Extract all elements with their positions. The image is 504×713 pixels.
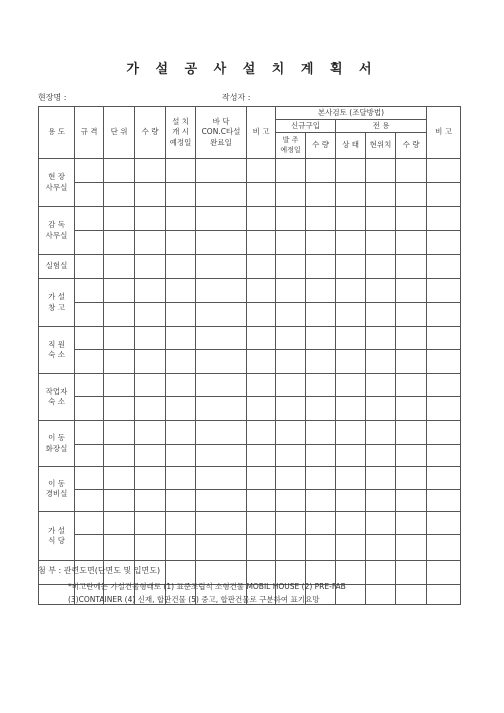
table-cell[interactable] [75, 512, 104, 535]
table-cell[interactable] [366, 374, 396, 397]
table-cell[interactable] [396, 255, 427, 279]
table-cell[interactable] [306, 350, 336, 374]
row-category-label: 감 독 사무실 [39, 207, 75, 255]
table-cell[interactable] [336, 279, 366, 303]
table-cell[interactable] [336, 512, 366, 535]
table-cell[interactable] [75, 397, 104, 421]
table-cell[interactable] [306, 207, 336, 231]
table-cell[interactable] [104, 421, 135, 445]
table-cell[interactable] [276, 397, 306, 421]
table-row [39, 350, 461, 374]
table-cell[interactable] [276, 350, 306, 374]
table-cell[interactable] [336, 350, 366, 374]
table-cell[interactable] [135, 183, 166, 207]
table-row [39, 303, 461, 327]
table-cell[interactable] [366, 303, 396, 327]
table-cell[interactable] [166, 327, 196, 350]
header-transfer: 전 용 [336, 120, 427, 133]
row-category-label: 이 동 경비실 [39, 467, 75, 512]
table-cell[interactable] [75, 445, 104, 467]
table-cell[interactable] [366, 231, 396, 255]
table-cell[interactable] [75, 207, 104, 231]
table-cell[interactable] [306, 467, 336, 490]
table-cell[interactable] [427, 561, 461, 585]
table-cell[interactable] [366, 397, 396, 421]
table-cell[interactable] [196, 207, 247, 231]
row-category-label: 작업자 숙 소 [39, 374, 75, 421]
header-spec: 규 격 [75, 107, 104, 159]
table-cell[interactable] [396, 490, 427, 512]
table-cell[interactable] [104, 490, 135, 512]
table-cell[interactable] [427, 303, 461, 327]
document-title: 가 설 공 사 설 치 계 획 서 [126, 62, 378, 77]
table-row [39, 535, 461, 561]
table-cell[interactable] [75, 467, 104, 490]
table-cell[interactable] [196, 374, 247, 397]
table-cell[interactable] [135, 445, 166, 467]
table-cell[interactable] [427, 397, 461, 421]
table-cell[interactable] [104, 467, 135, 490]
table-cell[interactable] [166, 467, 196, 490]
table-cell[interactable] [75, 490, 104, 512]
table-cell[interactable] [104, 207, 135, 231]
table-cell[interactable] [247, 255, 276, 279]
table-cell[interactable] [104, 535, 135, 561]
table-cell[interactable] [166, 159, 196, 183]
site-name-label: 현장명 : [38, 93, 67, 102]
table-cell[interactable] [366, 255, 396, 279]
row-category-label: 가 설 식 당 [39, 512, 75, 561]
table-row [39, 279, 461, 303]
table-cell[interactable] [427, 512, 461, 535]
table-cell[interactable] [135, 512, 166, 535]
row-category-label: 직 원 숙 소 [39, 327, 75, 374]
table-cell[interactable] [166, 350, 196, 374]
header-install-start-date: 설 치 개 시 예정일 [166, 107, 196, 159]
table-cell[interactable] [75, 350, 104, 374]
table-cell[interactable] [75, 255, 104, 279]
note-line-2: (3)CONTAINER (4) 신재, 합판건물 (5) 중고, 합판건물로 구분하여 표기요망 [68, 595, 320, 604]
table-cell[interactable] [247, 490, 276, 512]
table-cell[interactable] [336, 421, 366, 445]
table-cell[interactable] [196, 512, 247, 535]
table-cell[interactable] [427, 327, 461, 350]
table-row [39, 159, 461, 183]
table-cell[interactable] [75, 327, 104, 350]
table-cell[interactable] [75, 279, 104, 303]
table-cell[interactable] [196, 327, 247, 350]
header-quantity: 수 량 [135, 107, 166, 159]
table-cell[interactable] [276, 467, 306, 490]
table-cell[interactable] [166, 397, 196, 421]
table-cell[interactable] [366, 327, 396, 350]
table-cell[interactable] [75, 374, 104, 397]
table-cell[interactable] [306, 535, 336, 561]
table-cell[interactable] [427, 445, 461, 467]
table-cell[interactable] [396, 397, 427, 421]
table-cell[interactable] [396, 585, 427, 605]
table-cell[interactable] [247, 159, 276, 183]
table-cell[interactable] [135, 303, 166, 327]
table-cell[interactable] [366, 183, 396, 207]
table-cell[interactable] [166, 490, 196, 512]
table-row [39, 445, 461, 467]
table-cell[interactable] [366, 512, 396, 535]
table-cell[interactable] [75, 535, 104, 561]
table-cell[interactable] [396, 467, 427, 490]
table-cell[interactable] [196, 231, 247, 255]
row-category-label: 가 설 창 고 [39, 279, 75, 327]
table-cell[interactable] [427, 350, 461, 374]
row-category-label: 이 동 화장실 [39, 421, 75, 467]
table-cell[interactable] [427, 585, 461, 605]
header-hq-review: 본사검토 (조달방법) [276, 107, 427, 120]
table-cell[interactable] [135, 231, 166, 255]
author-label: 작성자 : [222, 93, 251, 102]
table-cell[interactable] [276, 327, 306, 350]
table-cell[interactable] [75, 183, 104, 207]
table-cell[interactable] [247, 350, 276, 374]
table-cell[interactable] [306, 303, 336, 327]
table-cell[interactable] [135, 397, 166, 421]
table-cell[interactable] [306, 374, 336, 397]
row-category-label: 실험실 [39, 255, 75, 279]
table-cell[interactable] [427, 183, 461, 207]
header-remarks: 비 고 [247, 107, 276, 159]
table-cell[interactable] [306, 421, 336, 445]
table-cell[interactable] [366, 535, 396, 561]
table-cell[interactable] [196, 303, 247, 327]
table-row [39, 467, 461, 490]
table-cell[interactable] [276, 303, 306, 327]
table-cell[interactable] [104, 350, 135, 374]
table-cell[interactable] [336, 467, 366, 490]
table-cell[interactable] [396, 231, 427, 255]
table-cell[interactable] [104, 374, 135, 397]
table-row [39, 327, 461, 350]
table-cell[interactable] [396, 535, 427, 561]
table-cell[interactable] [306, 183, 336, 207]
table-cell[interactable] [306, 279, 336, 303]
table-cell[interactable] [427, 207, 461, 231]
table-cell[interactable] [166, 421, 196, 445]
table-cell[interactable] [276, 490, 306, 512]
table-cell[interactable] [166, 374, 196, 397]
table-cell[interactable] [336, 231, 366, 255]
table-cell[interactable] [75, 231, 104, 255]
table-cell[interactable] [396, 303, 427, 327]
table-cell[interactable] [196, 445, 247, 467]
table-cell[interactable] [196, 255, 247, 279]
table-cell[interactable] [247, 207, 276, 231]
table-cell[interactable] [336, 207, 366, 231]
header-new-purchase: 신규구입 [276, 120, 336, 133]
table-cell[interactable] [196, 397, 247, 421]
header-unit: 단 위 [104, 107, 135, 159]
table-cell[interactable] [196, 421, 247, 445]
table-cell[interactable] [396, 350, 427, 374]
table-cell[interactable] [336, 303, 366, 327]
table-row [39, 397, 461, 421]
table-cell[interactable] [135, 490, 166, 512]
table-cell[interactable] [166, 535, 196, 561]
table-cell[interactable] [306, 231, 336, 255]
table-cell[interactable] [396, 561, 427, 585]
note-line-1: *비고란에는 가설건물형태로 (1) 표준조립식 소형건물 MOBIL HOUSE (2) PRE-FAB [68, 582, 346, 591]
table-cell[interactable] [366, 445, 396, 467]
table-cell[interactable] [276, 255, 306, 279]
table-cell[interactable] [104, 183, 135, 207]
table-cell[interactable] [247, 327, 276, 350]
table-cell[interactable] [135, 535, 166, 561]
table-cell[interactable] [75, 303, 104, 327]
table-cell[interactable] [276, 183, 306, 207]
table-cell[interactable] [104, 255, 135, 279]
table-row [39, 255, 461, 279]
table-cell[interactable] [135, 467, 166, 490]
table-cell[interactable] [276, 445, 306, 467]
table-cell[interactable] [247, 512, 276, 535]
table-cell[interactable] [276, 535, 306, 561]
table-cell[interactable] [336, 327, 366, 350]
table-cell[interactable] [306, 159, 336, 183]
table-cell[interactable] [196, 490, 247, 512]
table-row [39, 207, 461, 231]
table-row [39, 374, 461, 397]
table-cell[interactable] [396, 374, 427, 397]
table-cell[interactable] [247, 467, 276, 490]
table-cell[interactable] [247, 374, 276, 397]
table-cell[interactable] [427, 535, 461, 561]
table-cell[interactable] [75, 159, 104, 183]
table-cell[interactable] [336, 255, 366, 279]
installation-plan-table [38, 106, 461, 605]
table-cell[interactable] [396, 327, 427, 350]
table-cell[interactable] [104, 327, 135, 350]
table-cell[interactable] [427, 255, 461, 279]
header-floor-concrete-date: 바 닥 CON.C타설 완료일 [196, 107, 247, 159]
table-cell[interactable] [427, 159, 461, 183]
table-cell[interactable] [276, 279, 306, 303]
table-row [39, 512, 461, 535]
table-cell[interactable] [396, 445, 427, 467]
table-cell[interactable] [366, 279, 396, 303]
table-cell[interactable] [166, 445, 196, 467]
table-cell[interactable] [104, 303, 135, 327]
table-cell[interactable] [366, 421, 396, 445]
header-usage: 용 도 [39, 107, 75, 159]
table-cell[interactable] [135, 374, 166, 397]
table-cell[interactable] [247, 535, 276, 561]
table-cell[interactable] [366, 585, 396, 605]
table-cell[interactable] [306, 512, 336, 535]
table-cell[interactable] [336, 535, 366, 561]
table-cell[interactable] [276, 421, 306, 445]
header-current-location: 현위치 [366, 133, 396, 159]
table-cell[interactable] [247, 397, 276, 421]
table-cell[interactable] [196, 159, 247, 183]
table-cell[interactable] [427, 421, 461, 445]
table-row [39, 421, 461, 445]
table-cell[interactable] [247, 279, 276, 303]
table-cell[interactable] [166, 255, 196, 279]
header-new-quantity: 수 량 [306, 133, 336, 159]
table-cell[interactable] [104, 397, 135, 421]
table-cell[interactable] [276, 374, 306, 397]
header-order-date: 발 주 예정일 [276, 133, 306, 159]
table-cell[interactable] [196, 350, 247, 374]
table-cell[interactable] [306, 327, 336, 350]
table-cell[interactable] [427, 374, 461, 397]
table-cell[interactable] [336, 490, 366, 512]
table-cell[interactable] [135, 207, 166, 231]
table-cell[interactable] [306, 445, 336, 467]
table-cell[interactable] [336, 445, 366, 467]
table-cell[interactable] [306, 397, 336, 421]
table-row [39, 490, 461, 512]
table-row [39, 183, 461, 207]
table-cell[interactable] [396, 279, 427, 303]
table-cell[interactable] [247, 231, 276, 255]
table-cell[interactable] [276, 512, 306, 535]
table-cell[interactable] [196, 279, 247, 303]
table-cell[interactable] [135, 279, 166, 303]
table-cell[interactable] [427, 231, 461, 255]
table-cell[interactable] [196, 467, 247, 490]
table-cell[interactable] [104, 231, 135, 255]
table-cell[interactable] [336, 397, 366, 421]
table-cell[interactable] [247, 183, 276, 207]
table-cell[interactable] [276, 207, 306, 231]
table-cell[interactable] [366, 490, 396, 512]
table-row [39, 231, 461, 255]
table-cell[interactable] [306, 255, 336, 279]
table-cell[interactable] [166, 512, 196, 535]
table-cell[interactable] [135, 159, 166, 183]
table-cell[interactable] [104, 445, 135, 467]
table-cell[interactable] [396, 207, 427, 231]
table-cell[interactable] [247, 445, 276, 467]
table-cell[interactable] [166, 207, 196, 231]
table-cell[interactable] [366, 561, 396, 585]
table-cell[interactable] [104, 279, 135, 303]
table-cell[interactable] [366, 467, 396, 490]
table-cell[interactable] [427, 279, 461, 303]
table-cell[interactable] [396, 512, 427, 535]
table-cell[interactable] [336, 374, 366, 397]
header-status: 상 태 [336, 133, 366, 159]
table-cell[interactable] [166, 303, 196, 327]
table-cell[interactable] [427, 467, 461, 490]
table-cell[interactable] [166, 183, 196, 207]
table-cell[interactable] [135, 421, 166, 445]
table-cell[interactable] [75, 421, 104, 445]
table-cell[interactable] [166, 279, 196, 303]
table-cell[interactable] [104, 512, 135, 535]
table-cell[interactable] [276, 159, 306, 183]
table-cell[interactable] [247, 421, 276, 445]
table-cell[interactable] [276, 231, 306, 255]
table-cell[interactable] [306, 490, 336, 512]
header-transfer-quantity: 수 량 [396, 133, 427, 159]
table-cell[interactable] [396, 183, 427, 207]
row-category-label: 현 장 사무실 [39, 159, 75, 207]
table-cell[interactable] [135, 327, 166, 350]
table-cell[interactable] [196, 535, 247, 561]
table-cell[interactable] [247, 303, 276, 327]
table-cell[interactable] [336, 183, 366, 207]
attachment-line: 첨 부 : 관련도면(단면도 및 입면도) [38, 566, 161, 575]
table-cell[interactable] [336, 159, 366, 183]
header-remarks-2: 비 고 [427, 107, 461, 159]
table-cell[interactable] [135, 255, 166, 279]
table-cell[interactable] [104, 159, 135, 183]
table-cell[interactable] [135, 350, 166, 374]
table-cell[interactable] [366, 350, 396, 374]
table-cell[interactable] [396, 421, 427, 445]
table-cell[interactable] [427, 490, 461, 512]
table-cell[interactable] [366, 207, 396, 231]
table-cell[interactable] [396, 159, 427, 183]
table-cell[interactable] [166, 231, 196, 255]
table-cell[interactable] [366, 159, 396, 183]
table-cell[interactable] [196, 183, 247, 207]
